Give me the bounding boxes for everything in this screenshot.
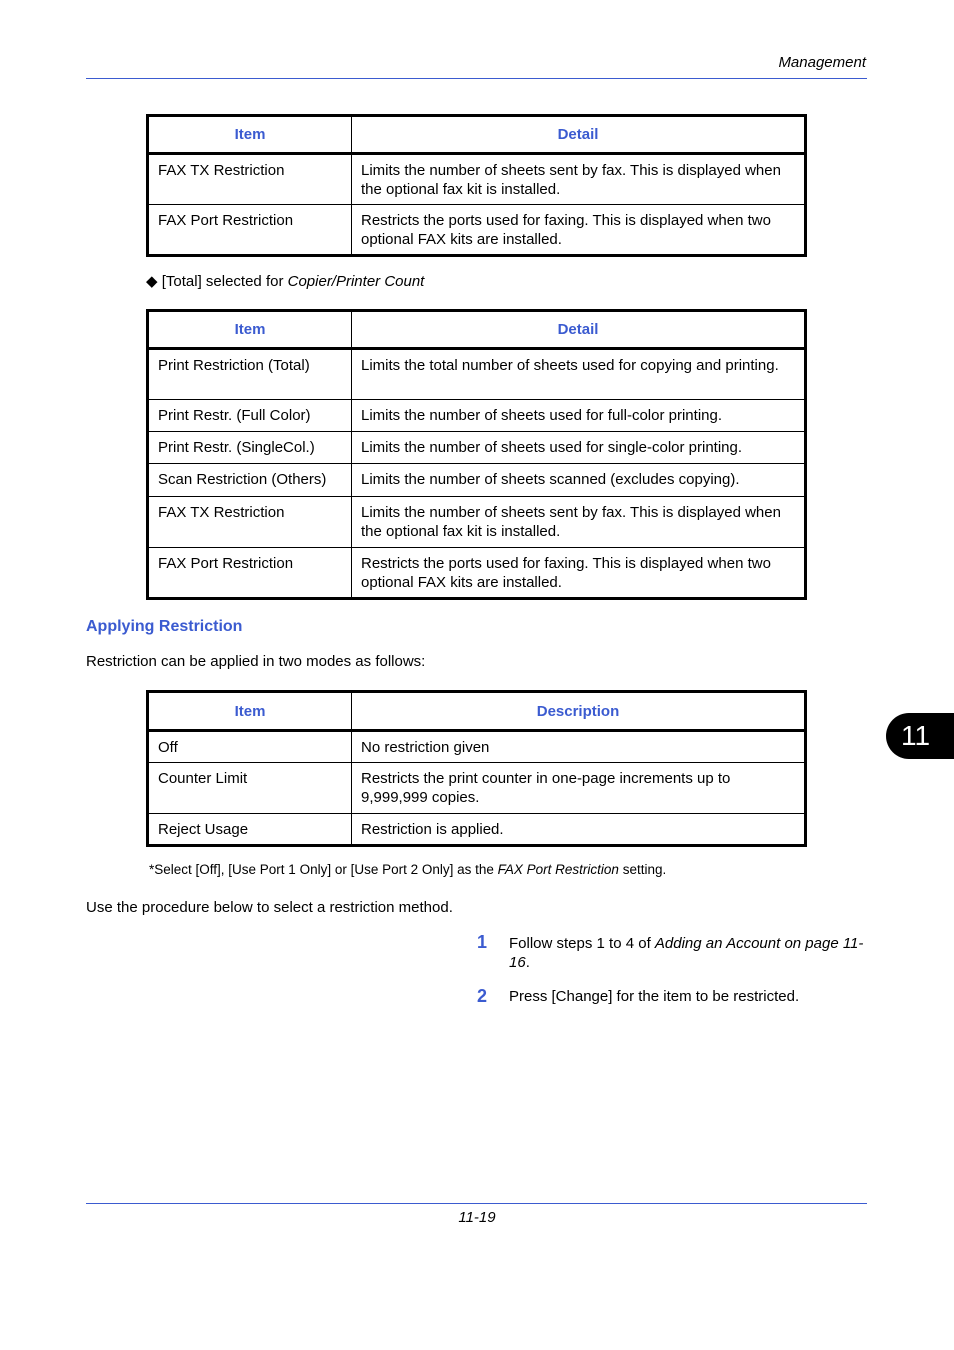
procedure-intro: Use the procedure below to select a restriction method.	[86, 899, 453, 916]
table-row: Print Restr. (SingleCol.) Limits the number of sheets used for single-color printing.	[148, 432, 806, 464]
section-heading: Applying Restriction	[86, 618, 243, 635]
col-header: Item	[148, 311, 352, 349]
running-header: Management	[778, 54, 866, 71]
table-row: FAX Port Restriction Restricts the ports used for faxing. This is displayed when two optional FAX kits are installed.	[148, 205, 806, 256]
col-header: Item	[148, 116, 352, 154]
chapter-tab: 11	[886, 713, 954, 759]
table-row: Off No restriction given	[148, 731, 806, 763]
bullet-line: ◆ [Total] selected for Copier/Printer Count	[146, 273, 425, 290]
section-intro: Restriction can be applied in two modes as follows:	[86, 653, 426, 670]
table-row: FAX TX Restriction Limits the number of sheets sent by fax. This is displayed when the optional fax kit is installed.	[148, 154, 806, 205]
step-number: 1	[477, 932, 488, 952]
col-header: Detail	[352, 311, 806, 349]
table-row: Counter Limit Restricts the print counter in one-page increments up to 9,999,999 copies.	[148, 763, 806, 814]
table-row: Print Restriction (Total) Limits the total number of sheets used for copying and printing.	[148, 349, 806, 400]
total-restriction-table	[146, 309, 807, 600]
table-row: FAX TX Restriction Limits the number of sheets sent by fax. This is displayed when the optional fax kit is installed.	[148, 497, 806, 548]
col-header: Item	[148, 692, 352, 731]
restriction-mode-table	[146, 690, 807, 847]
fax-restriction-table	[146, 114, 807, 257]
footer-rule	[86, 1203, 867, 1204]
table-row: FAX Port Restriction Restricts the ports used for faxing. This is displayed when two optional FAX kits are installed.	[148, 548, 806, 599]
table-row: Print Restr. (Full Color) Limits the number of sheets used for full-color printing.	[148, 400, 806, 432]
step-text: Press [Change] for the item to be restricted.	[509, 988, 800, 1005]
footnote: *Select [Off], [Use Port 1 Only] or [Use Port 2 Only] as the FAX Port Restriction setting.	[149, 862, 667, 877]
step-number: 2	[477, 986, 488, 1006]
col-header: Detail	[352, 116, 806, 154]
table-row: Reject Usage Restriction is applied.	[148, 814, 806, 846]
table-row: Scan Restriction (Others) Limits the number of sheets scanned (excludes copying).	[148, 464, 806, 497]
step-text: Follow steps 1 to 4 of Adding an Account on page 11-16.	[509, 935, 864, 971]
header-rule	[86, 78, 867, 79]
page-number: 11-19	[458, 1209, 496, 1226]
col-header: Description	[352, 692, 806, 731]
diamond-bullet-icon: ◆	[146, 273, 158, 290]
